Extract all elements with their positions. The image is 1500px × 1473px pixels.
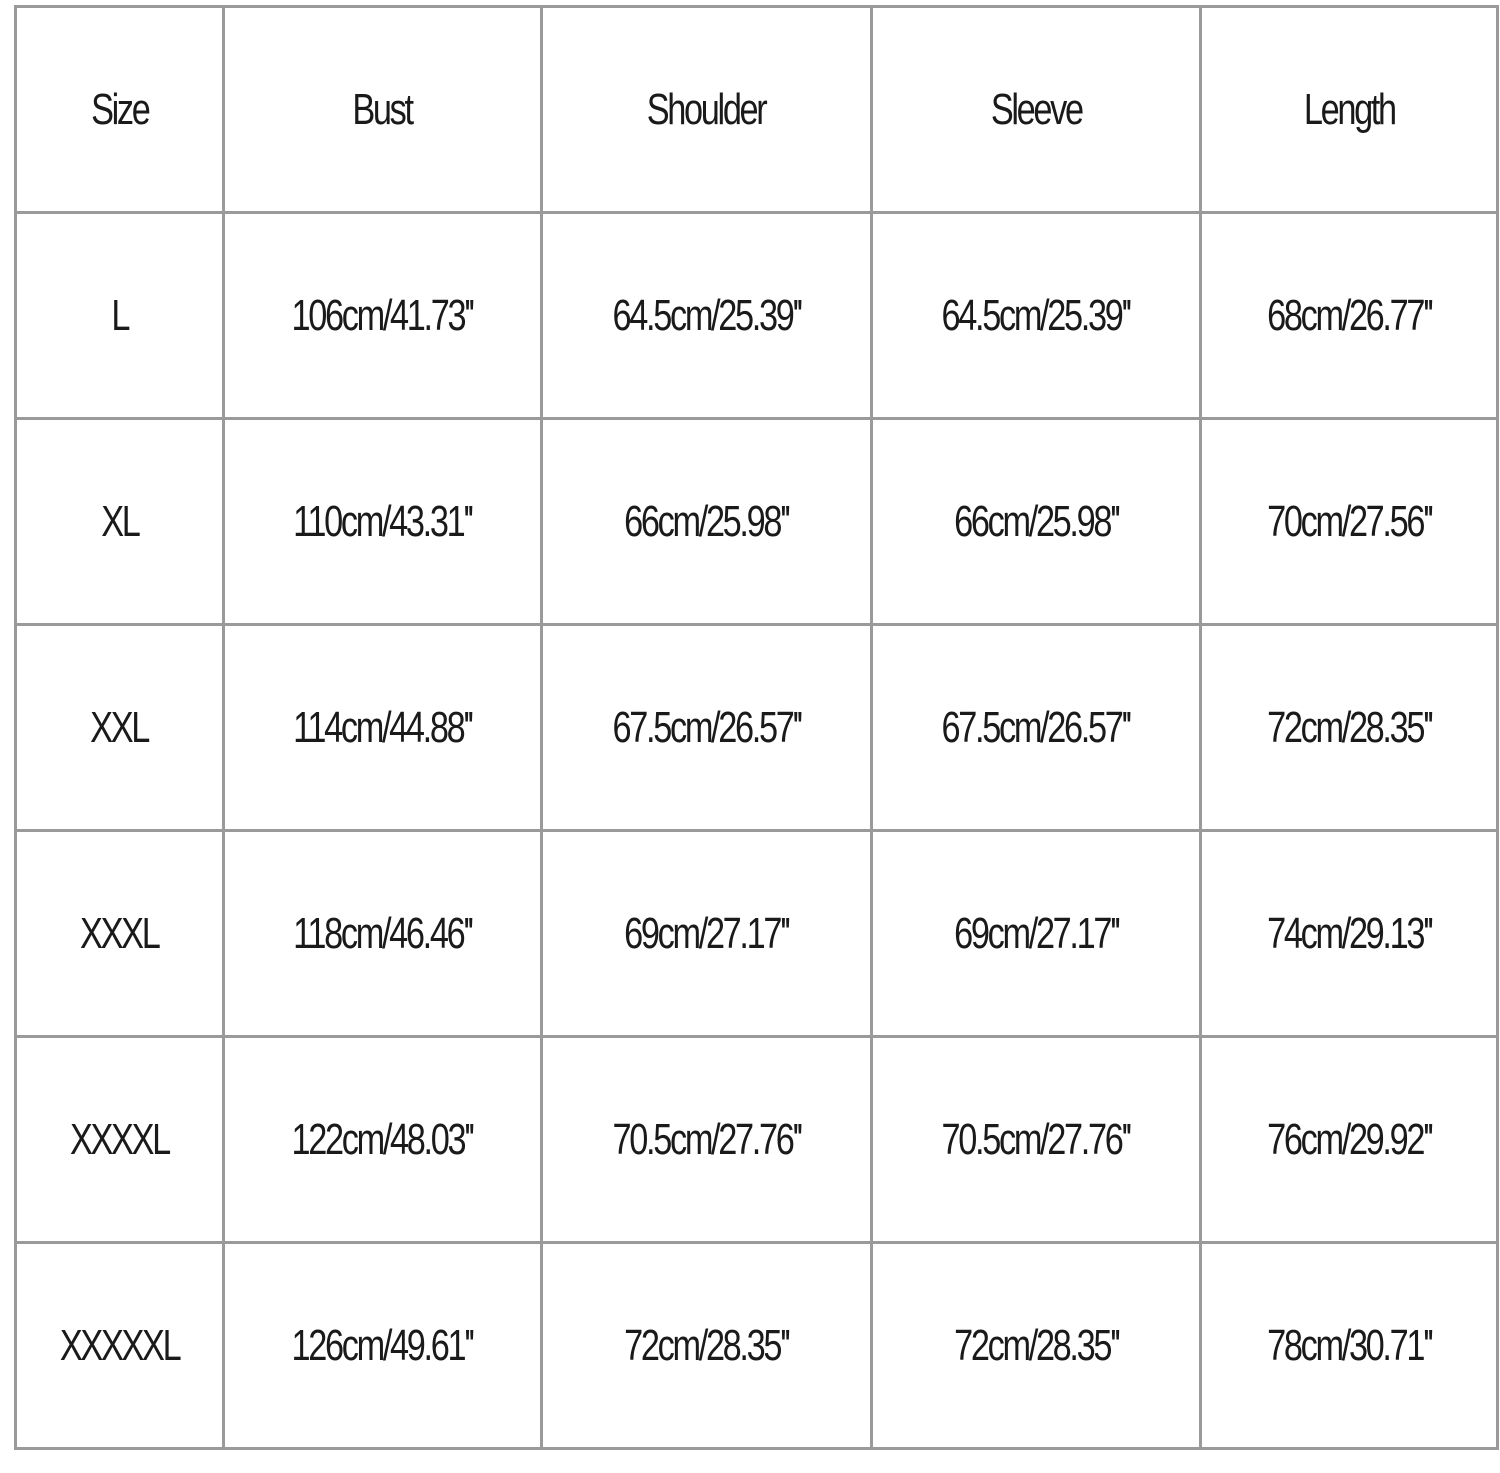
table-row — [16, 831, 1498, 1037]
cell-size: XXXXL — [16, 1037, 224, 1243]
header-size: Size — [16, 7, 224, 213]
cell-sleeve: 64.5cm/25.39'' — [872, 213, 1201, 419]
cell-bust: 106cm/41.73'' — [224, 213, 542, 419]
cell-shoulder: 69cm/27.17'' — [542, 831, 872, 1037]
cell-length: 74cm/29.13'' — [1201, 831, 1498, 1037]
header-sleeve: Sleeve — [872, 7, 1201, 213]
cell-shoulder: 67.5cm/26.57'' — [542, 625, 872, 831]
cell-size: XXL — [16, 625, 224, 831]
table-row — [16, 1243, 1498, 1449]
table-row — [16, 625, 1498, 831]
cell-size: XXXL — [16, 831, 224, 1037]
cell-sleeve: 69cm/27.17'' — [872, 831, 1201, 1037]
header-length: Length — [1201, 7, 1498, 213]
cell-shoulder: 64.5cm/25.39'' — [542, 213, 872, 419]
cell-shoulder: 66cm/25.98'' — [542, 419, 872, 625]
header-shoulder: Shoulder — [542, 7, 872, 213]
cell-length: 76cm/29.92'' — [1201, 1037, 1498, 1243]
cell-length: 78cm/30.71'' — [1201, 1243, 1498, 1449]
header-row — [16, 7, 1498, 213]
cell-length: 68cm/26.77'' — [1201, 213, 1498, 419]
cell-bust: 114cm/44.88'' — [224, 625, 542, 831]
table-row — [16, 1037, 1498, 1243]
size-chart-table — [14, 5, 1499, 1450]
header-bust: Bust — [224, 7, 542, 213]
cell-sleeve: 70.5cm/27.76'' — [872, 1037, 1201, 1243]
cell-bust: 122cm/48.03'' — [224, 1037, 542, 1243]
cell-bust: 118cm/46.46'' — [224, 831, 542, 1037]
cell-bust: 126cm/49.61'' — [224, 1243, 542, 1449]
cell-length: 70cm/27.56'' — [1201, 419, 1498, 625]
cell-bust: 110cm/43.31'' — [224, 419, 542, 625]
cell-size: XL — [16, 419, 224, 625]
cell-sleeve: 67.5cm/26.57'' — [872, 625, 1201, 831]
cell-length: 72cm/28.35'' — [1201, 625, 1498, 831]
cell-sleeve: 72cm/28.35'' — [872, 1243, 1201, 1449]
table-row — [16, 419, 1498, 625]
cell-shoulder: 70.5cm/27.76'' — [542, 1037, 872, 1243]
cell-sleeve: 66cm/25.98'' — [872, 419, 1201, 625]
table-row — [16, 213, 1498, 419]
cell-shoulder: 72cm/28.35'' — [542, 1243, 872, 1449]
cell-size: XXXXXL — [16, 1243, 224, 1449]
cell-size: L — [16, 213, 224, 419]
